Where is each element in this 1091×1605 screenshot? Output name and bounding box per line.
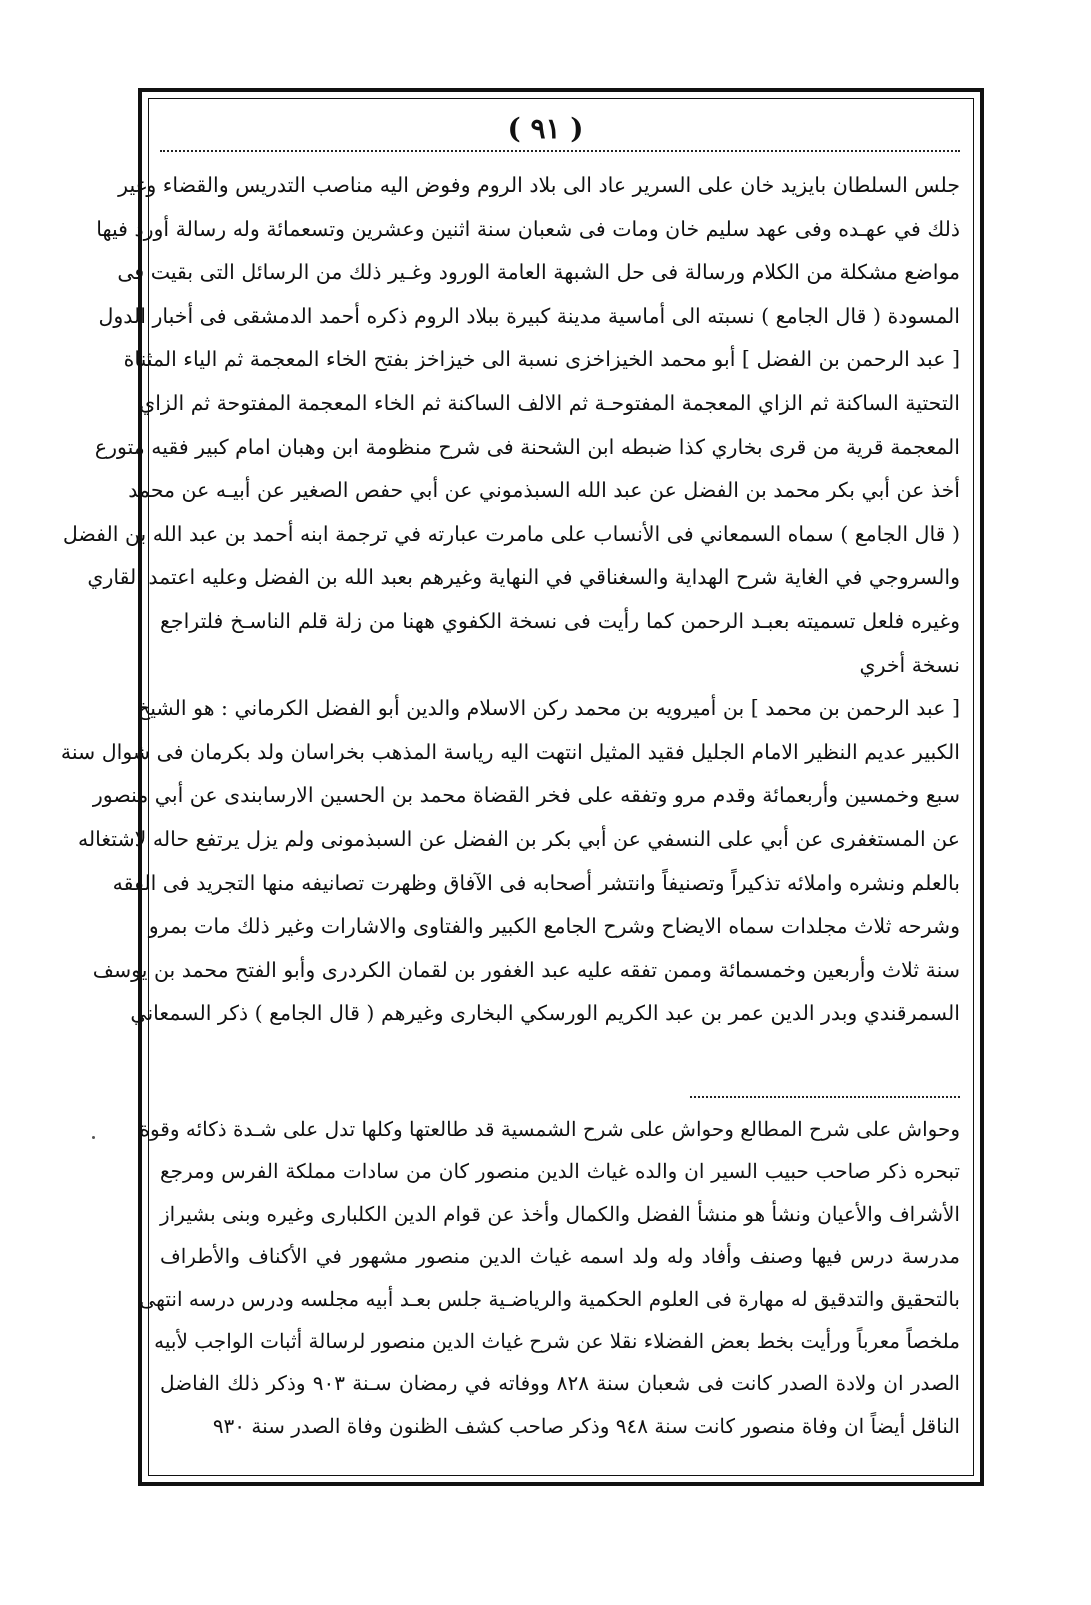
text-line: السمرقندي وبدر الدين عمر بن عبد الكريم الورسكي البخارى وغيرهم ( قال الجامع ) ذكر السمعاني <box>130 1001 960 1026</box>
text-line: المسودة ( قال الجامع ) نسبته الى أماسية مدينة كبيرة ببلاد الروم ذكره أحمد الدمشقى فى أخبار الدول <box>98 303 960 328</box>
page-number: ( ٩١ ) <box>507 112 584 145</box>
text-line: أخذ عن أبي بكر محمد بن الفضل عن عبد الله السبذموني عن أبي حفص الصغير عن أبيـه عن محمد <box>128 478 960 503</box>
footnote-line: الصدر ان ولادة الصدر كانت فى شعبان سنة ٨٢٨ ووفاته في رمضان سـنة ٩٠٣ وذكر ذلك الفاضل <box>160 1371 960 1396</box>
footnote-divider <box>690 1096 960 1098</box>
text-line: مواضع مشكلة من الكلام ورسالة فى حل الشبهة العامة الورود وغـير ذلك من الرسائل التى بقيت فى <box>117 260 960 285</box>
text-line: نسخة أخري <box>859 652 960 677</box>
text-line: ذلك في عهـده وفى عهد سليم خان ومات فى شعبان سنة اثنين وعشرين وتسعمائة وله رسالة أورد فيها <box>96 216 960 241</box>
footnote-line: مدرسة درس فيها وصنف وأفاد وله ولد اسمه غياث الدين منصور مشهور في الأكناف والأطراف <box>160 1244 960 1269</box>
text-line: وشرحه ثلاث مجلدات سماه الايضاح وشرح الجامع الكبير والفتاوى والاشارات وغير ذلك مات بمرو <box>148 914 960 939</box>
text-line: [ عبد الرحمن بن محمد ] بن أميرويه بن محمد ركن الاسلام والدين أبو الفضل الكرماني : هو الشيخ <box>136 696 960 721</box>
text-line: سبع وخمسين وأربعمائة وقدم مرو وتفقه على فخر القضاة محمد بن الحسين الارسابندى عن أبي منصور <box>92 783 960 808</box>
footnote-line: بالتحقيق والتدقيق له مهارة فى العلوم الحكمية والرياضـية جلس بعـد أبيه مجلسه ودرس درسه انتهى <box>139 1286 960 1311</box>
footnote-line: الأشراف والأعيان ونشأ هو منشأ الفضل والكمال وأخذ عن قوام الدين الكلبارى وغيره وبنى بشيراز <box>160 1201 960 1226</box>
text-line: التحتية الساكنة ثم الزاي المعجمة المفتوحـة ثم الالف الساكنة ثم الخاء المعجمة المفتوحة ثم الزاي <box>139 390 960 415</box>
footnote-text <box>139 1108 960 1447</box>
main-text <box>60 164 960 1036</box>
text-line: والسروجي في الغاية شرح الهداية والسغناقي في النهاية وغيرهم بعبد الله بن الفضل وعليه اعتمد القاري <box>87 565 960 590</box>
text-line: عن المستغفرى عن أبي على النسفي عن أبي بكر بن الفضل عن السبذمونى ولم يزل يرتفع حاله لاشتغاله <box>77 826 960 851</box>
footnote-line: ملخصاً معرباً ورأيت بخط بعض الفضلاء نقلا عن شرح غياث الدين منصور لرسالة أثبات الواجب لأبيه <box>154 1328 960 1353</box>
text-line: الكبير عديم النظير الامام الجليل فقيد المثيل انتهت اليه رياسة المذهب بخراسان ولد بكرمان فى شوال سنة <box>60 739 960 764</box>
footnote-line: وحواش على شرح المطالع وحواش على شرح الشمسية قد طالعتها وكلها تدل على شـدة ذكائه وقوة <box>139 1117 960 1141</box>
header-divider <box>160 150 960 152</box>
text-line: [ عبد الرحمن بن الفضل ] أبو محمد الخيزاخزى نسبة الى خيزاخز بفتح الخاء المعجمة ثم الياء المثناة <box>123 347 960 372</box>
text-line: بالعلم ونشره واملائه تذكيراً وتصنيفاً وانتشر أصحابه فى الآفاق وظهرت تصانيفه منها التجريد فى الفقه <box>112 870 960 895</box>
text-line: جلس السلطان بايزيد خان على السرير عاد الى بلاد الروم وفوض اليه مناصب التدريس والقضاء وغير <box>118 173 960 197</box>
text-line: سنة ثلاث وأربعين وخمسمائة وممن تفقه عليه عبد الغفور بن لقمان الكردرى وأبو الفتح محمد بن يوسف <box>92 957 960 982</box>
footnote-line: تبحره ذكر صاحب حبيب السير ان والده غياث الدين منصور كان من سادات مملكة الفرس ومرجع <box>160 1159 960 1184</box>
text-line: وغيره فلعل تسميته بعبـد الرحمن كما رأيت فى نسخة الكفوي ههنا من زلة قلم الناسـخ فلتراجع <box>160 608 960 633</box>
text-line: ( قال الجامع ) سماه السمعاني فى الأنساب على مامرت عبارته في ترجمة ابنه أحمد بن عبد الله بن الفضل <box>62 521 960 546</box>
stray-mark <box>92 1136 95 1139</box>
text-line: المعجمة قرية من قرى بخاري كذا ضبطه ابن الشحنة فى شرح منظومة ابن وهبان امام كبير فقيه متورع <box>94 434 960 459</box>
footnote-line: الناقل أيضاً ان وفاة منصور كانت سنة ٩٤٨ وذكر صاحب كشف الظنون وفاة الصدر سنة ٩٣٠ <box>212 1413 960 1438</box>
